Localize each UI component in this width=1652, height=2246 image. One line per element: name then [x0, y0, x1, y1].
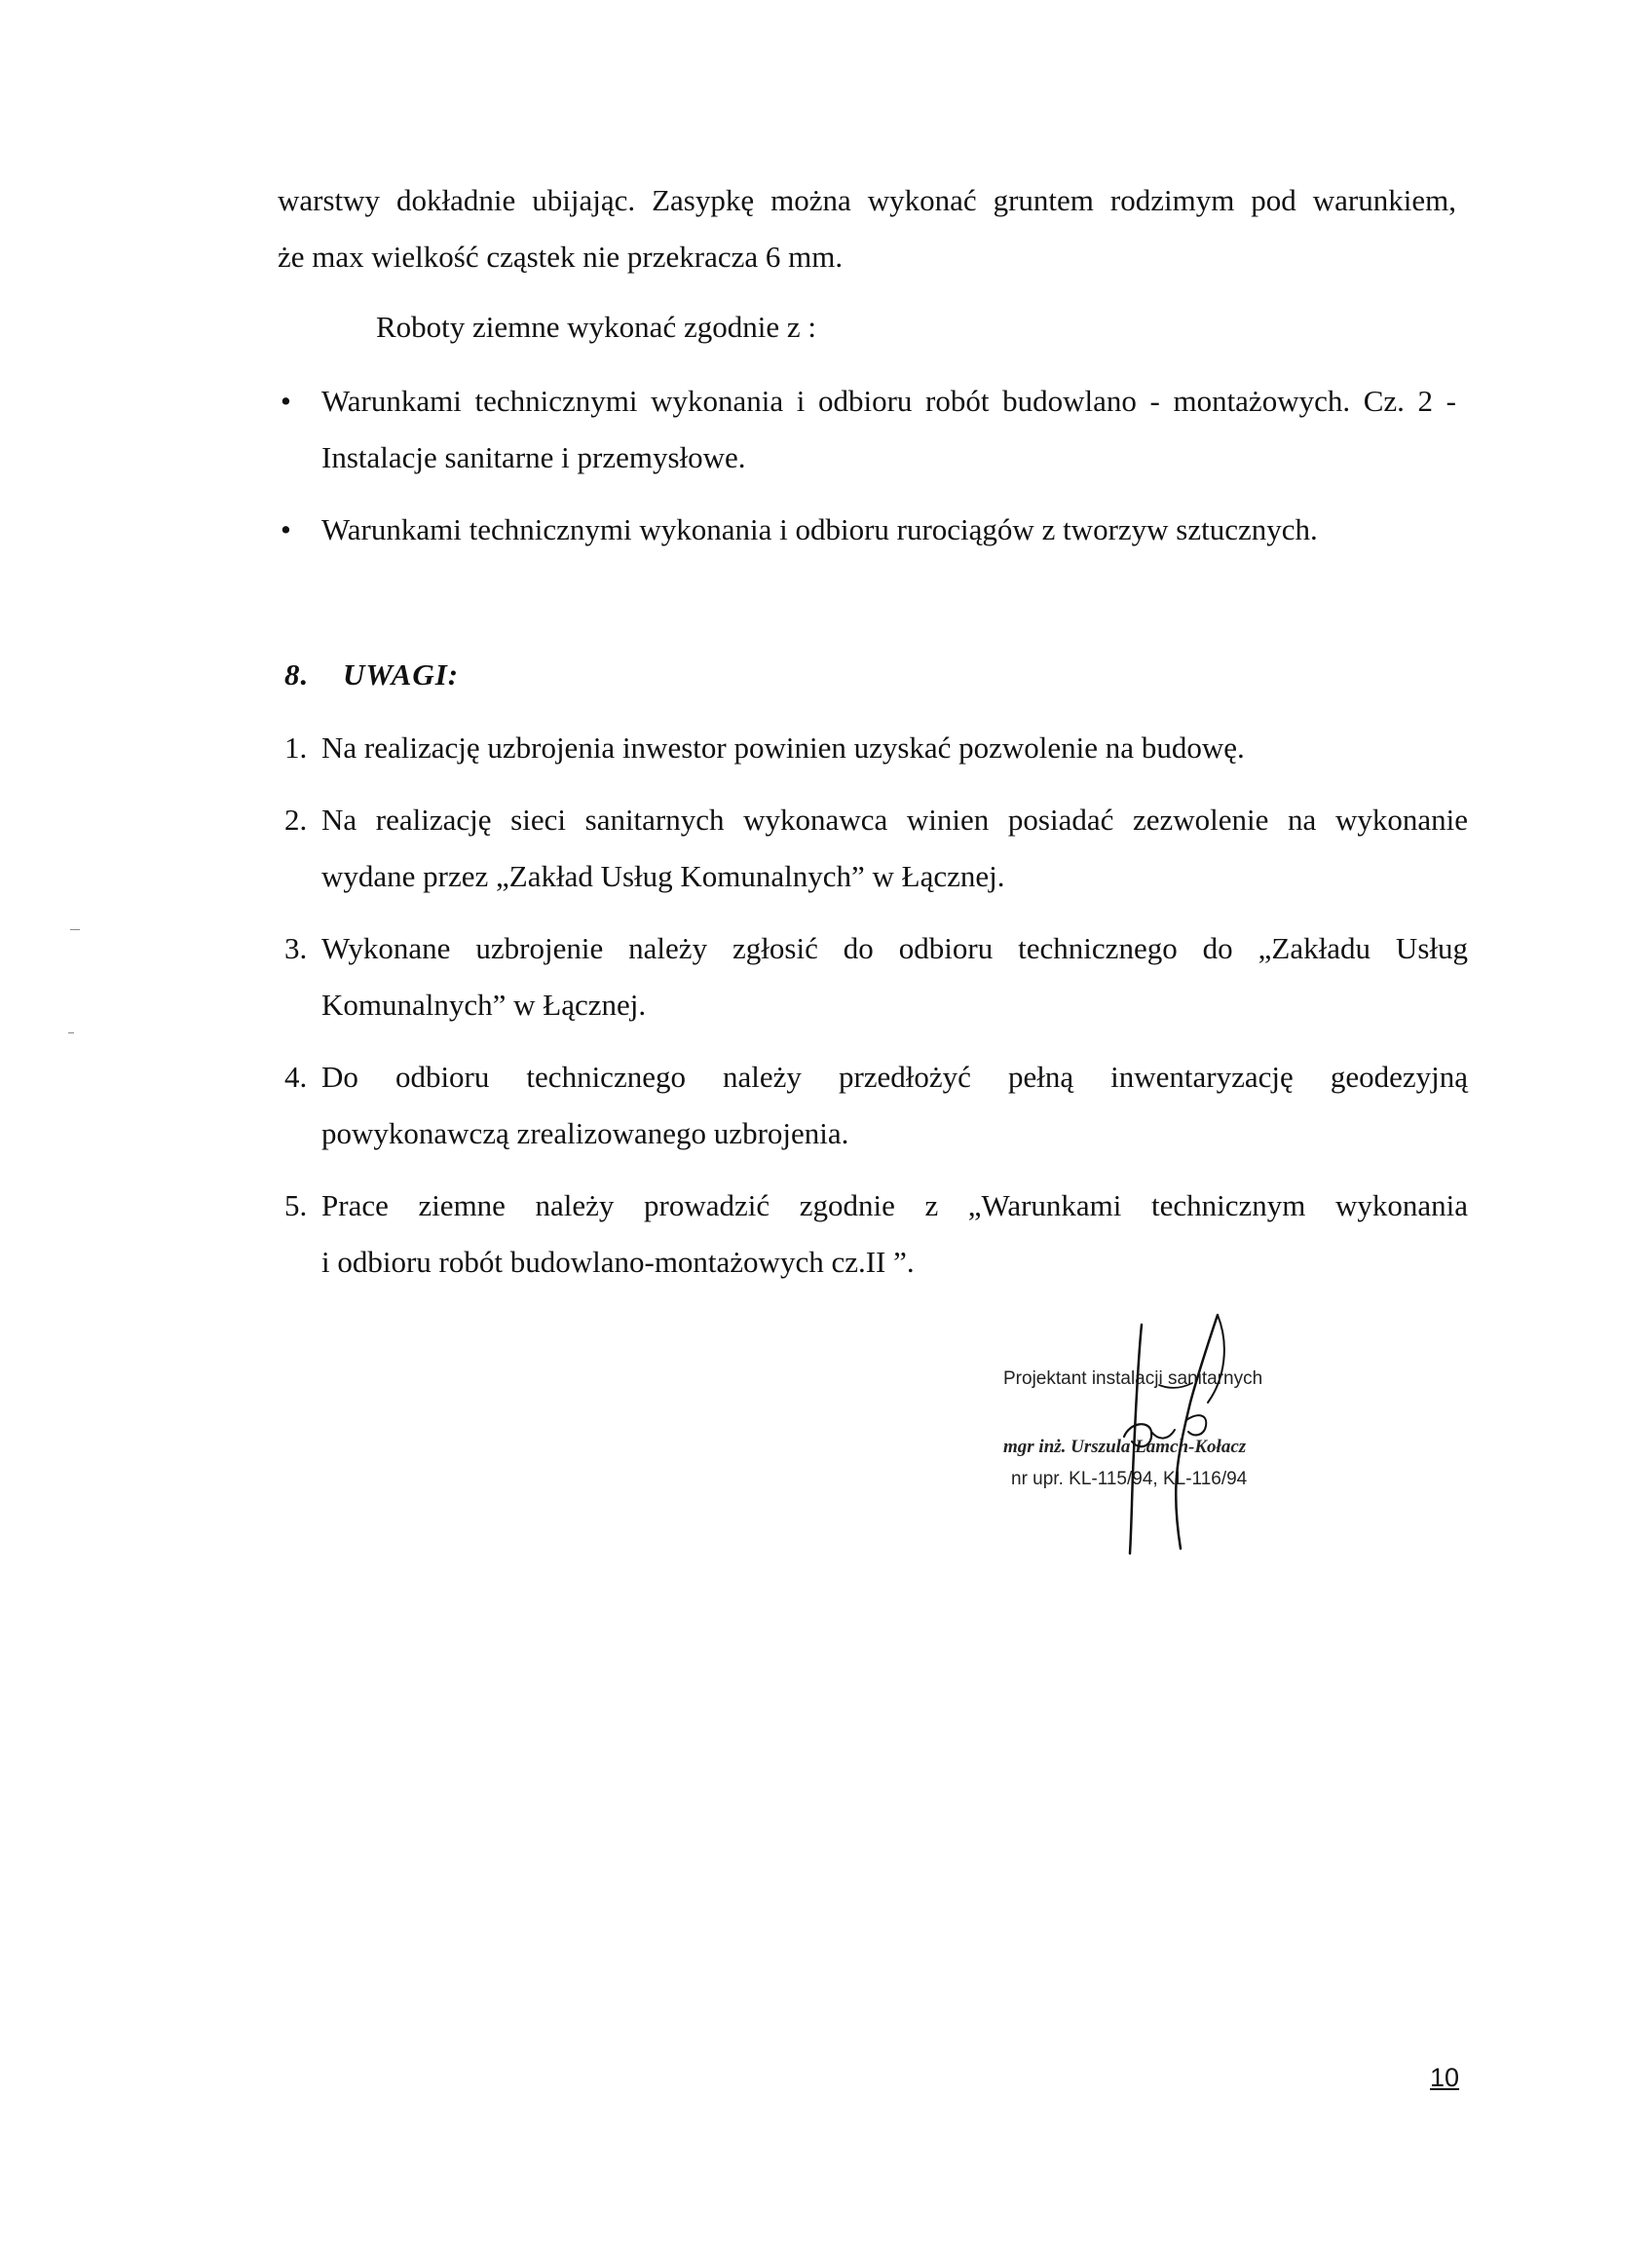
intro-line-2: że max wielkość cząstek nie przekracza 6 mm. — [278, 240, 844, 274]
note-number-5: 5. — [284, 1188, 308, 1222]
note-number-3: 3. — [284, 931, 308, 965]
scan-speck — [70, 929, 80, 930]
note-3-line-1: Wykonane uzbrojenie należy zgłosić do odbioru technicznego do „Zakładu Usług — [321, 931, 1468, 965]
note-2-line-1: Na realizację sieci sanitarnych wykonawca winien posiadać zezwolenie na wykonanie — [321, 803, 1468, 837]
note-3-line-2: Komunalnych” w Łącznej. — [321, 988, 647, 1022]
note-5-line-1: Prace ziemne należy prowadzić zgodnie z „Warunkami technicznym wykonania — [321, 1188, 1468, 1222]
stamp-designer-title: Projektant instalacji sanitarnych — [1003, 1368, 1263, 1389]
section-title: UWAGI: — [343, 657, 460, 692]
bullet-1-line-2: Instalacje sanitarne i przemysłowe. — [321, 440, 746, 474]
page-number: 10 — [1430, 2063, 1460, 2092]
intro-line-3: Roboty ziemne wykonać zgodnie z : — [376, 310, 816, 344]
stamp-license-number: nr upr. KL-115/94, KL-116/94 — [1011, 1469, 1248, 1489]
intro-line-1: warstwy dokładnie ubijając. Zasypkę można wykonać gruntem rodzimym pod warunkiem, — [278, 183, 1456, 217]
scan-speck — [68, 1032, 74, 1033]
note-4-line-2: powykonawczą zrealizowanego uzbrojenia. — [321, 1116, 849, 1150]
bullet-2-line-1: Warunkami technicznymi wykonania i odbioru rurociągów z tworzyw sztucznych. — [321, 512, 1318, 546]
note-number-4: 4. — [284, 1060, 308, 1094]
bullet-dot-1: • — [281, 384, 291, 418]
bullet-dot-2: • — [281, 512, 291, 546]
handwritten-signature-icon — [1062, 1305, 1276, 1558]
section-number: 8. — [284, 657, 310, 692]
note-1-line-1: Na realizację uzbrojenia inwestor powinien uzyskać pozwolenie na budowę. — [321, 730, 1245, 765]
stamp-designer-name: mgr inż. Urszula Lamch-Kołacz — [1003, 1437, 1247, 1457]
note-5-line-2: i odbioru robót budowlano-montażowych cz.II ”. — [321, 1245, 915, 1279]
note-number-1: 1. — [284, 730, 308, 765]
bullet-1-line-1: Warunkami technicznymi wykonania i odbioru robót budowlano - montażowych. Cz. 2 - — [321, 384, 1456, 418]
note-2-line-2: wydane przez „Zakład Usług Komunalnych” w Łącznej. — [321, 859, 1005, 893]
note-4-line-1: Do odbioru technicznego należy przedłożyć pełną inwentaryzację geodezyjną — [321, 1060, 1468, 1094]
note-number-2: 2. — [284, 803, 308, 837]
